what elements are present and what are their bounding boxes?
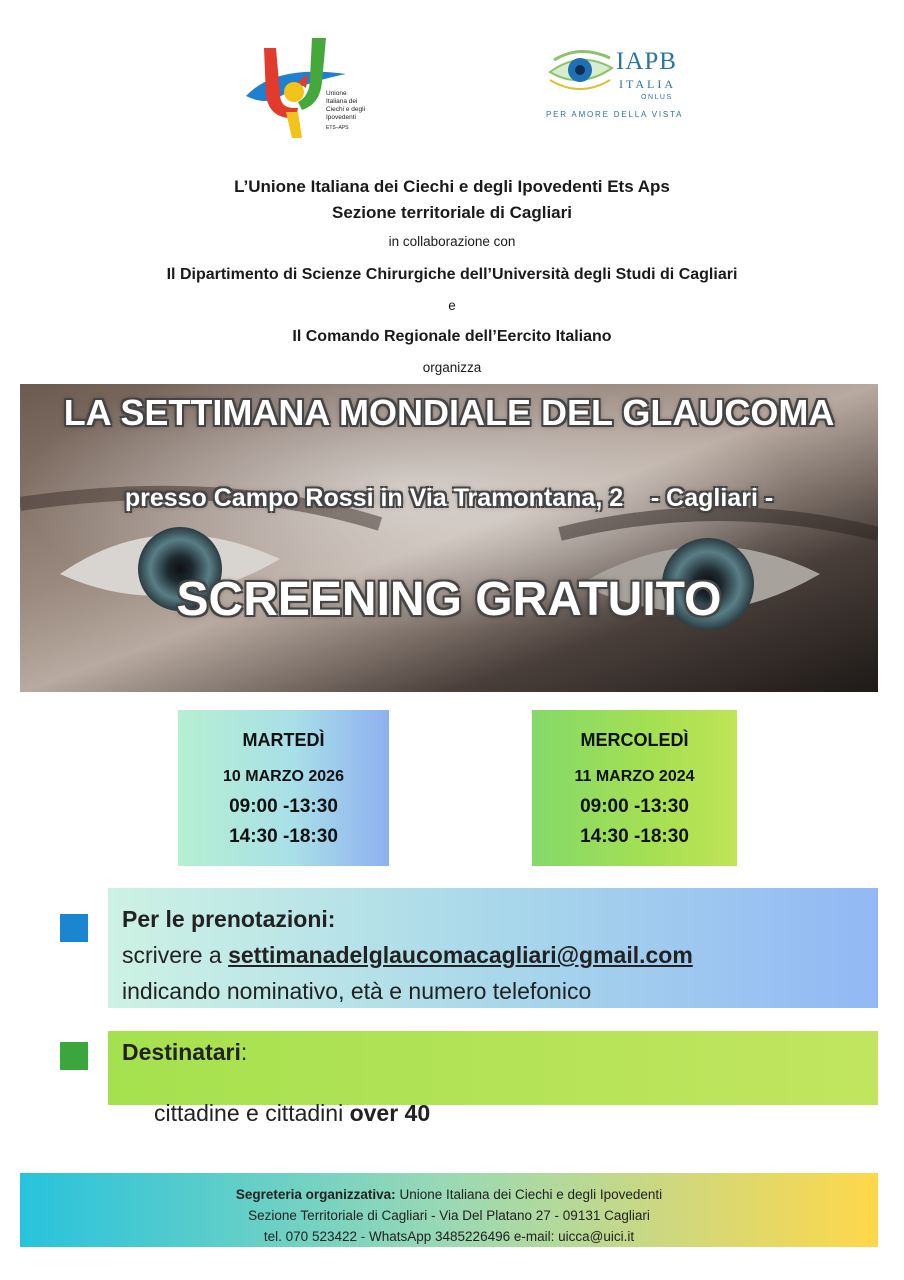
booking-instruction xyxy=(122,942,693,969)
iapb-onlus: ONLUS xyxy=(641,94,673,101)
event-title: LA SETTIMANA MONDIALE DEL GLAUCOMA xyxy=(63,392,835,433)
footer-label: Segreteria organizzativa: xyxy=(235,1187,396,1202)
event-banner xyxy=(20,384,878,692)
booking-title: Per le prenotazioni: xyxy=(122,906,336,932)
recipients-colon: : xyxy=(240,1039,248,1065)
blue-square-bullet-icon xyxy=(60,914,88,942)
org-name: L’Unione Italiana dei Ciechi e degli Ipovedenti Ets Aps xyxy=(234,177,670,196)
day-time-morning: 09:00 -13:30 xyxy=(580,796,689,817)
uici-text-line: Italiana dei xyxy=(326,98,358,105)
recipients-title: Destinatari xyxy=(122,1039,241,1065)
day-name: MARTEDÌ xyxy=(242,730,325,750)
booking-details: indicando nominativo, età e numero telefonico xyxy=(122,978,592,1004)
iapb-tagline: PER AMORE DELLA VISTA xyxy=(546,110,684,119)
recipients-prefix: cittadine e cittadini xyxy=(147,1100,350,1126)
event-location: presso Campo Rossi in Via Tramontana, 2 - Cagliari - xyxy=(124,484,774,512)
footer-org: Unione Italiana dei Ciechi e degli Ipovedenti xyxy=(395,1187,663,1202)
day-date: 10 MARZO 2026 xyxy=(223,768,344,785)
uici-text-line: Unione xyxy=(326,90,347,97)
day-card-tuesday xyxy=(178,710,389,866)
footer-line-1 xyxy=(20,1187,878,1202)
iapb-logo xyxy=(540,40,700,130)
uici-text-line: ETS–APS xyxy=(326,125,349,131)
day-card-wednesday xyxy=(532,710,737,866)
organizes-text: organizza xyxy=(422,360,482,375)
day-time-afternoon: 14:30 -18:30 xyxy=(229,826,338,847)
green-square-bullet-icon xyxy=(60,1042,88,1070)
recipients-age: over 40 xyxy=(349,1100,431,1126)
screening-headline: SCREENING GRATUITO xyxy=(176,573,722,626)
conjunction-text: e xyxy=(448,298,456,313)
org-section: Sezione territoriale di Cagliari xyxy=(332,203,572,222)
footer-contacts: tel. 070 523422 - WhatsApp 3485226496 e-mail: uicca@uici.it xyxy=(263,1229,635,1244)
recipients-heading xyxy=(122,1039,247,1066)
iapb-title: IAPB xyxy=(616,48,677,75)
day-time-morning: 09:00 -13:30 xyxy=(229,796,338,817)
uici-logo xyxy=(236,34,366,144)
partner-army: Il Comando Regionale dell’Eercito Italiano xyxy=(292,328,612,345)
booking-email-link[interactable]: settimanadelglaucomacagliari@gmail.com xyxy=(228,942,693,968)
footer-secretariat xyxy=(20,1173,878,1247)
footer-address: Sezione Territoriale di Cagliari - Via Del Platano 27 - 09131 Cagliari xyxy=(248,1208,650,1223)
uici-text-line: Ciechi e degli xyxy=(326,106,366,113)
partner-department: Il Dipartimento di Scienze Chirurgiche dell’Università degli Studi di Cagliari xyxy=(166,266,738,283)
recipients-section xyxy=(108,1031,878,1126)
uici-text-line: Ipovedenti xyxy=(326,114,356,121)
eye-icon xyxy=(546,46,616,96)
collab-text: in collaborazione con xyxy=(388,234,516,249)
booking-section xyxy=(108,888,878,1008)
day-name: MERCOLEDÌ xyxy=(580,730,689,750)
iapb-italia: ITALIA xyxy=(619,77,677,91)
day-date: 11 MARZO 2024 xyxy=(574,768,695,785)
booking-write-prefix: scrivere a xyxy=(122,942,229,968)
recipients-text xyxy=(122,1073,430,1154)
day-time-afternoon: 14:30 -18:30 xyxy=(580,826,689,847)
